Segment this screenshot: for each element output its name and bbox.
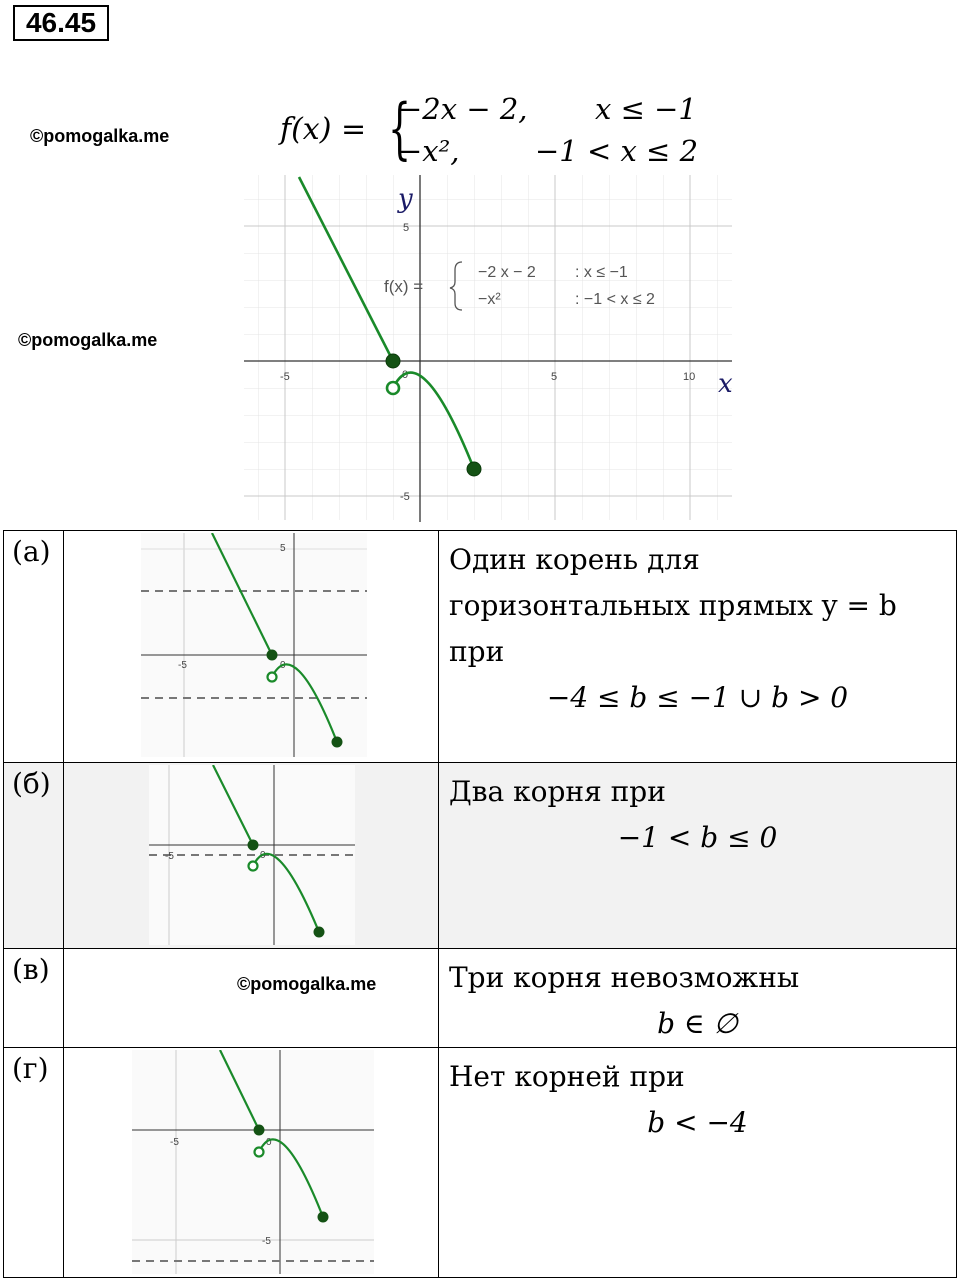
row-b — [4, 763, 957, 949]
filled-point-left — [386, 354, 400, 368]
tick-x-neg5: -5 — [280, 371, 290, 383]
main-graph — [0, 0, 960, 530]
row-a — [4, 531, 957, 763]
graph-d-tick-y-neg5: -5 — [262, 1236, 271, 1247]
answers-table — [3, 530, 957, 1278]
graph-b-tick-neg5: -5 — [165, 851, 174, 862]
problem-number: 46.45 — [13, 5, 109, 41]
graph-d-tick-0: 0 — [266, 1137, 272, 1148]
row-d-condition: b < −4 — [647, 1106, 748, 1139]
legend-case2: −x² — [478, 291, 501, 308]
row-d-answer — [439, 1048, 957, 1278]
row-d-text: Нет корней при — [449, 1060, 685, 1093]
y-axis-label: y — [398, 184, 413, 214]
formula-lhs: f(x) = — [280, 112, 367, 147]
row-d — [4, 1048, 957, 1278]
filled-point-right — [467, 462, 481, 476]
formula-case1-expr: −2x − 2, — [398, 92, 528, 126]
row-c-text: Три корня невозможны — [449, 961, 800, 994]
row-c-condition: b ∈ ∅ — [657, 1007, 738, 1040]
graph-a — [141, 533, 367, 757]
legend-lhs: f(x) = — [384, 277, 424, 296]
tick-x-5: 5 — [551, 371, 558, 383]
graph-d — [132, 1050, 374, 1274]
row-a-graph-cell — [64, 531, 439, 763]
row-a-text: Один корень для горизонтальных прямых y = b при — [449, 543, 897, 668]
formula-case1-cond: x ≤ −1 — [595, 92, 697, 126]
row-c — [4, 949, 957, 1048]
tick-x-0: 0 — [402, 369, 409, 381]
tick-y-5: 5 — [403, 222, 410, 234]
row-a-answer — [439, 531, 957, 763]
row-a-label: (а) — [4, 531, 64, 763]
row-b-label: (б) — [4, 763, 64, 949]
main-grid — [244, 175, 732, 520]
graph-a-tick-neg5: -5 — [178, 660, 187, 671]
x-axis-label: x — [718, 369, 733, 399]
legend-cond1: : x ≤ −1 — [575, 264, 628, 281]
graph-b — [149, 765, 355, 945]
open-point — [387, 382, 399, 394]
formula-case2-cond: −1 < x ≤ 2 — [535, 134, 699, 168]
formula-brace: { — [388, 90, 412, 167]
graph-a-tick-5: 5 — [280, 543, 286, 554]
tick-x-10: 10 — [683, 371, 696, 383]
row-b-answer — [439, 763, 957, 949]
formula-case2-expr: −x², — [398, 134, 460, 168]
row-b-text: Два корня при — [449, 775, 666, 808]
row-a-condition: −4 ≤ b ≤ −1 ∪ b > 0 — [546, 681, 849, 714]
row-c-answer — [439, 949, 957, 1048]
graph-a-tick-0: 0 — [280, 660, 286, 671]
row-b-condition: −1 < b ≤ 0 — [617, 821, 778, 854]
row-b-graph-cell — [64, 763, 439, 949]
watermark-middle: ©pomogalka.me — [18, 330, 158, 350]
legend-cond2: : −1 < x ≤ 2 — [575, 291, 655, 308]
graph-b-tick-0: 0 — [260, 850, 266, 861]
watermark-top: ©pomogalka.me — [30, 126, 170, 146]
row-d-label: (г) — [4, 1048, 64, 1278]
row-c-label: (в) — [4, 949, 64, 1048]
graph-d-tick-neg5: -5 — [170, 1137, 179, 1148]
tick-y-neg5: -5 — [400, 491, 410, 503]
row-d-graph-cell — [64, 1048, 439, 1278]
row-c-graph-cell — [64, 949, 439, 1048]
watermark-table: ©pomogalka.me — [237, 974, 377, 994]
legend-case1: −2 x − 2 — [478, 264, 536, 281]
